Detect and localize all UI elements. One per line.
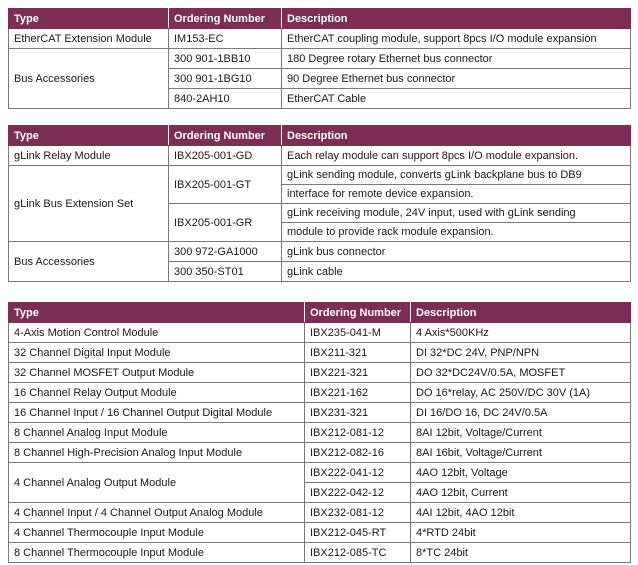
description-cell: 8AI 12bit, Voltage/Current: [411, 423, 631, 443]
ordering-number-cell: IBX235-041-M: [305, 323, 411, 343]
table-row: [9, 503, 631, 523]
type-cell: 8 Channel Thermocouple Input Module: [9, 543, 305, 563]
type-cell: Bus Accessories: [9, 49, 169, 109]
ordering-number-cell: IBX221-162: [305, 383, 411, 403]
table-row: [9, 523, 631, 543]
description-cell: DI 16/DO 16, DC 24V/0.5A: [411, 403, 631, 423]
description-cell: 4 Axis*500KHz: [411, 323, 631, 343]
header-type: Type: [9, 303, 305, 323]
description-cell: DO 16*relay, AC 250V/DC 30V (1A): [411, 383, 631, 403]
table-row: [9, 146, 631, 166]
description-cell: 8AI 16bit, Voltage/Current: [411, 443, 631, 463]
table-row: [9, 363, 631, 383]
type-cell: gLink Bus Extension Set: [9, 166, 169, 242]
table-row: [9, 423, 631, 443]
ordering-number-cell: IBX232-081-12: [305, 503, 411, 523]
table-row: [9, 323, 631, 343]
description-cell: EtherCAT coupling module, support 8pcs I/O module expansion: [282, 29, 631, 49]
header-description: Description: [282, 9, 631, 29]
type-cell: EtherCAT Extension Module: [9, 29, 169, 49]
type-cell: 4-Axis Motion Control Module: [9, 323, 305, 343]
table-header-row: [9, 9, 631, 29]
ethercat-table: [8, 8, 631, 109]
ordering-number-cell: IBX205-001-GD: [169, 146, 282, 166]
header-description: Description: [282, 126, 631, 146]
table-row: [9, 443, 631, 463]
description-cell: DO 32*DC24V/0.5A, MOSFET: [411, 363, 631, 383]
ordering-number-cell: IBX205-001-GR: [169, 204, 282, 242]
ordering-number-cell: 300 350-ST01: [169, 262, 282, 282]
ordering-number-cell: IBX222-042-12: [305, 483, 411, 503]
description-cell: interface for remote device expansion.: [282, 185, 631, 204]
description-cell: 4*RTD 24bit: [411, 523, 631, 543]
ordering-number-cell: 300 972-GA1000: [169, 242, 282, 262]
io-module-table: [8, 302, 631, 563]
ordering-number-cell: IBX205-001-GT: [169, 166, 282, 204]
ordering-number-cell: IBX221-321: [305, 363, 411, 383]
header-description: Description: [411, 303, 631, 323]
type-cell: 8 Channel Analog Input Module: [9, 423, 305, 443]
description-cell: gLink sending module, converts gLink backplane bus to DB9: [282, 166, 631, 185]
type-cell: 8 Channel High-Precision Analog Input Module: [9, 443, 305, 463]
glink-table: [8, 125, 631, 282]
type-cell: 16 Channel Relay Output Module: [9, 383, 305, 403]
description-cell: 4AO 12bit, Current: [411, 483, 631, 503]
ordering-number-cell: IBX212-045-RT: [305, 523, 411, 543]
table-header-row: [9, 303, 631, 323]
table-row: [9, 166, 631, 185]
ordering-number-cell: 300 901-1BG10: [169, 69, 282, 89]
ordering-number-cell: IBX212-085-TC: [305, 543, 411, 563]
description-cell: module to provide rack module expansion.: [282, 223, 631, 242]
description-cell: 8*TC 24bit: [411, 543, 631, 563]
header-ordering-number: Ordering Number: [169, 9, 282, 29]
table-row: [9, 29, 631, 49]
ordering-number-cell: IBX211-321: [305, 343, 411, 363]
description-cell: Each relay module can support 8pcs I/O module expansion.: [282, 146, 631, 166]
description-cell: DI 32*DC 24V, PNP/NPN: [411, 343, 631, 363]
description-cell: EtherCAT Cable: [282, 89, 631, 109]
type-cell: 32 Channel Digital Input Module: [9, 343, 305, 363]
header-type: Type: [9, 126, 169, 146]
description-cell: gLink bus connector: [282, 242, 631, 262]
description-cell: gLink receiving module, 24V input, used with gLink sending: [282, 204, 631, 223]
header-ordering-number: Ordering Number: [305, 303, 411, 323]
description-cell: 4AI 12bit, 4AO 12bit: [411, 503, 631, 523]
type-cell: 16 Channel Input / 16 Channel Output Digital Module: [9, 403, 305, 423]
table-row: [9, 242, 631, 262]
ordering-number-cell: IBX231-321: [305, 403, 411, 423]
table-row: [9, 403, 631, 423]
table-row: [9, 543, 631, 563]
table-row: [9, 343, 631, 363]
type-cell: 4 Channel Thermocouple Input Module: [9, 523, 305, 543]
type-cell: Bus Accessories: [9, 242, 169, 282]
description-cell: 4AO 12bit, Voltage: [411, 463, 631, 483]
type-cell: 4 Channel Analog Output Module: [9, 463, 305, 503]
header-type: Type: [9, 9, 169, 29]
description-cell: 180 Degree rotary Ethernet bus connector: [282, 49, 631, 69]
table-row: [9, 383, 631, 403]
ordering-number-cell: IBX212-081-12: [305, 423, 411, 443]
table-row: [9, 463, 631, 483]
description-cell: 90 Degree Ethernet bus connector: [282, 69, 631, 89]
ordering-number-cell: 840-2AH10: [169, 89, 282, 109]
ordering-number-cell: IM153-EC: [169, 29, 282, 49]
type-cell: 32 Channel MOSFET Output Module: [9, 363, 305, 383]
ordering-number-cell: IBX222-041-12: [305, 463, 411, 483]
ordering-number-cell: 300 901-1BB10: [169, 49, 282, 69]
table-row: [9, 49, 631, 69]
table-header-row: [9, 126, 631, 146]
type-cell: 4 Channel Input / 4 Channel Output Analog Module: [9, 503, 305, 523]
header-ordering-number: Ordering Number: [169, 126, 282, 146]
ordering-number-cell: IBX212-082-16: [305, 443, 411, 463]
description-cell: gLink cable: [282, 262, 631, 282]
type-cell: gLink Relay Module: [9, 146, 169, 166]
